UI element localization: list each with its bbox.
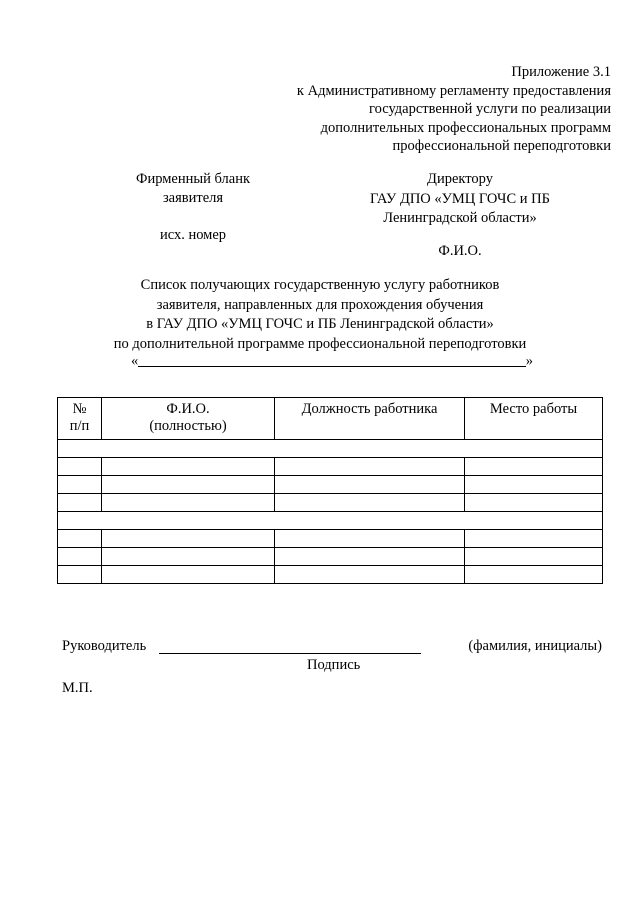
table-row: [58, 530, 603, 548]
list-title-line: в ГАУ ДПО «УМЦ ГОЧС и ПБ Ленинградской области»: [146, 316, 494, 332]
outgoing-number-label: исх. номер: [159, 227, 227, 243]
table-group-row: [58, 440, 603, 458]
table-cell[interactable]: [58, 458, 102, 476]
open-quote: «: [131, 353, 139, 369]
column-header-workplace: Место работы: [465, 398, 603, 440]
letterhead-line: заявителя: [162, 190, 224, 206]
appendix-block: [297, 63, 611, 156]
column-header-position: Должность работника: [275, 398, 465, 440]
column-header-number: [58, 398, 102, 440]
appendix-line: профессиональной переподготовки: [392, 138, 611, 154]
appendix-line: дополнительных профессиональных программ: [320, 119, 611, 136]
addressee-line: ГАУ ДПО «УМЦ ГОЧС и ПБ: [370, 190, 550, 207]
signature-line[interactable]: [159, 653, 421, 654]
list-title: [80, 276, 560, 354]
list-title-line: заявителя, направленных для прохождения обучения: [156, 296, 484, 313]
table-cell[interactable]: [275, 530, 465, 548]
table-cell[interactable]: [465, 548, 603, 566]
column-header-fio-line1: Ф.И.О.: [166, 401, 210, 417]
table-row: [58, 458, 603, 476]
table-row: [58, 566, 603, 584]
table-cell[interactable]: [102, 548, 275, 566]
table-cell[interactable]: [102, 494, 275, 512]
table-cell[interactable]: [275, 548, 465, 566]
table-cell[interactable]: [58, 476, 102, 494]
table-cell[interactable]: [58, 530, 102, 548]
table-header-row: [58, 398, 603, 440]
table-cell[interactable]: [58, 548, 102, 566]
table-cell[interactable]: [465, 458, 603, 476]
addressee-fio: Ф.И.О.: [438, 243, 482, 259]
column-header-number-line1: №: [72, 401, 87, 417]
addressee-block: [340, 170, 580, 229]
addressee-line: Директору: [427, 171, 493, 187]
letterhead-block: [113, 170, 273, 208]
table-cell[interactable]: [275, 458, 465, 476]
head-label: Руководитель: [62, 638, 147, 654]
program-name-underline: [138, 366, 526, 367]
name-initials-hint: (фамилия, инициалы): [468, 638, 602, 654]
column-header-fio-line2: (полностью): [149, 418, 227, 434]
table-cell[interactable]: [465, 530, 603, 548]
table-cell[interactable]: [275, 476, 465, 494]
table-cell[interactable]: [465, 566, 603, 584]
list-title-line: по дополнительной программе профессиональной переподготовки: [113, 335, 527, 352]
employee-table: [57, 397, 603, 584]
signature-caption: Подпись: [307, 657, 361, 673]
table-cell[interactable]: [58, 494, 102, 512]
appendix-line: к Административному регламенту предоставления: [296, 82, 611, 99]
addressee-line: Ленинградской области»: [383, 210, 537, 226]
close-quote: »: [525, 353, 533, 369]
appendix-line: государственной услуги по реализации: [369, 101, 611, 117]
column-header-fio: [102, 398, 275, 440]
table-cell[interactable]: [275, 494, 465, 512]
table-cell[interactable]: [102, 476, 275, 494]
appendix-title: Приложение 3.1: [511, 64, 611, 80]
table-row: [58, 476, 603, 494]
table-group-row: [58, 512, 603, 530]
table-row: [58, 494, 603, 512]
table-cell[interactable]: [58, 512, 603, 530]
signature-row: [62, 637, 602, 657]
seal-placeholder: М.П.: [62, 680, 93, 696]
table-cell[interactable]: [465, 494, 603, 512]
table-cell[interactable]: [102, 566, 275, 584]
letterhead-line: Фирменный бланк: [136, 171, 250, 187]
table-cell[interactable]: [465, 476, 603, 494]
table-cell[interactable]: [58, 566, 102, 584]
program-name-field[interactable]: [131, 352, 533, 372]
table-row: [58, 548, 603, 566]
list-title-line: Список получающих государственную услугу работников: [140, 277, 500, 293]
table-cell[interactable]: [58, 440, 603, 458]
table-cell[interactable]: [102, 458, 275, 476]
table-cell[interactable]: [102, 530, 275, 548]
column-header-number-line2: п/п: [69, 418, 90, 434]
table-cell[interactable]: [275, 566, 465, 584]
